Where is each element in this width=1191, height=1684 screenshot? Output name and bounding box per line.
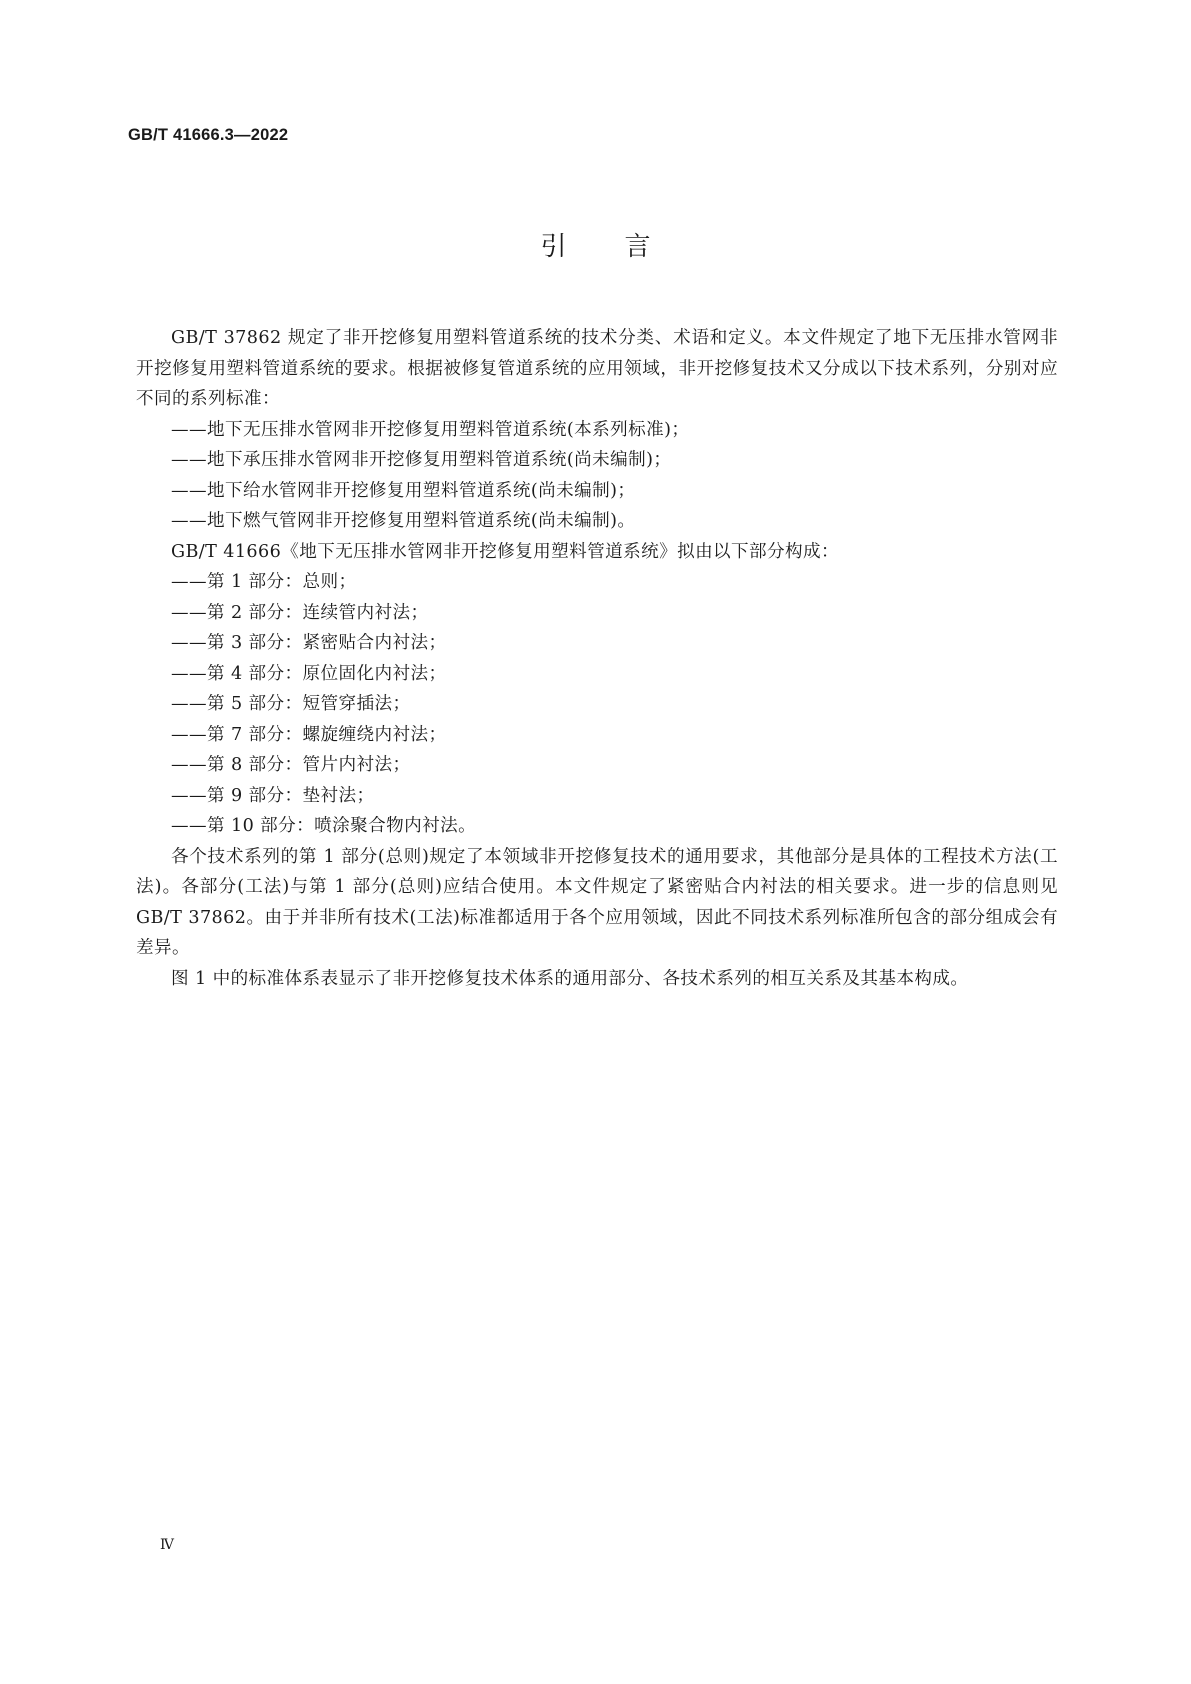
part-item: ——第 10 部分：喷涂聚合物内衬法。 — [171, 816, 477, 836]
parts-intro-paragraph: GB/T 41666《地下无压排水管网非开挖修复用塑料管道系统》拟由以下部分构成： — [171, 541, 840, 562]
page-number: Ⅳ — [160, 1537, 175, 1553]
series-item: ——地下承压排水管网非开挖修复用塑料管道系统(尚未编制)； — [171, 450, 672, 470]
part-item: ——第 2 部分：连续管内衬法； — [171, 602, 429, 623]
general-paragraph: 各个技术系列的第 1 部分(总则)规定了本领域非开挖修复技术的通用要求，其他部分是具体的工程技术方法(工法)。各部分(工法)与第 1 部分(总则)应结合使用。本文件规定了紧密贴合内衬法的相关要求。进一步的信息则见 GB/T 37862。由于并非所有技术(工法)标准都适用于各个应用领域，因此不同技术系列标准所包含的部分组成会有差异。 — [136, 846, 1058, 958]
series-item: ——地下无压排水管网非开挖修复用塑料管道系统(本系列标准)； — [171, 419, 690, 440]
parts-list — [136, 567, 1058, 842]
series-item: ——地下给水管网非开挖修复用塑料管道系统(尚未编制)； — [171, 480, 636, 501]
series-list — [136, 415, 1058, 537]
intro-paragraph: GB/T 37862 规定了非开挖修复用塑料管道系统的技术分类、术语和定义。本文件规定了地下无压排水管网非开挖修复用塑料管道系统的要求。根据被修复管道系统的应用领域，非开挖修复技术又分成以下技术系列，分别对应不同的系列标准： — [136, 328, 1058, 409]
series-item: ——地下燃气管网非开挖修复用塑料管道系统(尚未编制)。 — [171, 511, 636, 531]
standard-code: GB/T 41666.3—2022 — [128, 126, 289, 144]
part-item: ——第 1 部分：总则； — [171, 572, 357, 592]
part-item: ——第 8 部分：管片内衬法； — [171, 755, 411, 775]
part-item: ——第 9 部分：垫衬法； — [171, 785, 375, 806]
part-item: ——第 4 部分：原位固化内衬法； — [171, 663, 447, 684]
part-item: ——第 5 部分：短管穿插法； — [171, 694, 411, 714]
part-item: ——第 3 部分：紧密贴合内衬法； — [171, 633, 447, 653]
figure-paragraph: 图 1 中的标准体系表显示了非开挖修复技术体系的通用部分、各技术系列的相互关系及其基本构成。 — [171, 968, 969, 989]
part-item: ——第 7 部分：螺旋缠绕内衬法； — [171, 724, 447, 745]
document-body — [136, 323, 1058, 994]
page-title: 引言 — [540, 232, 709, 262]
